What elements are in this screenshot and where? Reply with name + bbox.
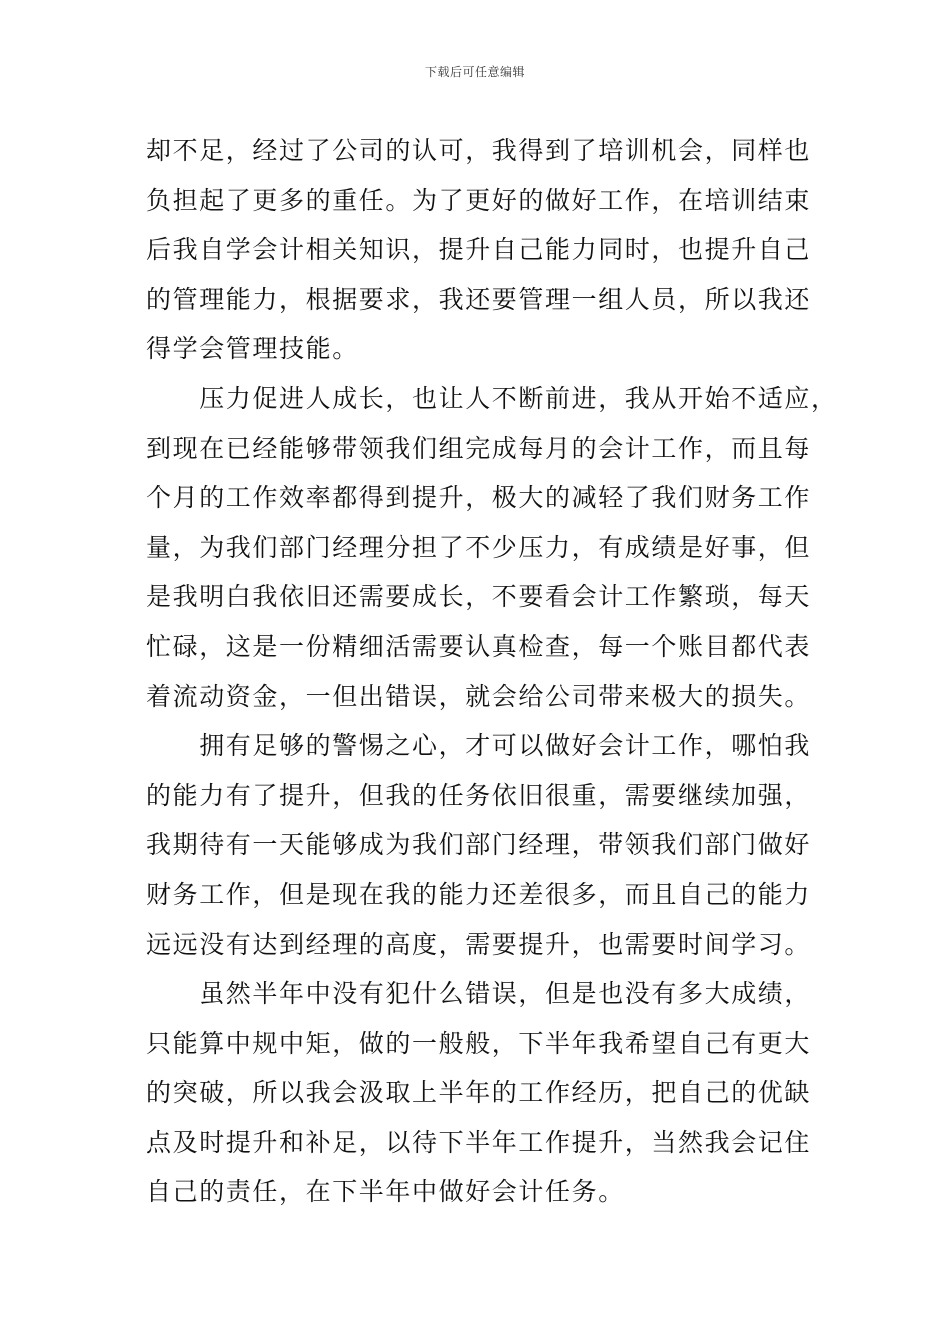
text-line: 忙碌，这是一份精细活需要认真检查，每一个账目都代表: [146, 631, 812, 661]
text-line: 到现在已经能够带领我们组完成每月的会计工作，而且每: [146, 433, 812, 463]
text-line: 量，为我们部门经理分担了不少压力，有成绩是好事，但: [146, 532, 812, 562]
text-line: 却不足，经过了公司的认可，我得到了培训机会，同样也: [146, 136, 812, 165]
text-line: 点及时提升和补足，以待下半年工作提升，当然我会记住: [146, 1127, 812, 1157]
text-line: 着流动资金，一但出错误，就会给公司带来极大的损失。: [146, 681, 812, 711]
text-line: 自己的责任，在下半年中做好会计任务。: [146, 1177, 625, 1207]
text-line: 是我明白我依旧还需要成长，不要看会计工作繁琐，每天: [146, 582, 812, 612]
text-line: 的管理能力，根据要求，我还要管理一组人员，所以我还: [146, 284, 812, 314]
text-line: 得学会管理技能。: [146, 334, 359, 364]
text-line: 压力促进人成长，也让人不断前进，我从开始不适应，: [146, 383, 838, 413]
text-line: 个月的工作效率都得到提升，极大的减轻了我们财务工作: [146, 483, 812, 513]
text-line: 后我自学会计相关知识，提升自己能力同时，也提升自己: [146, 235, 812, 265]
text-line: 负担起了更多的重任。为了更好的做好工作，在培训结束: [146, 185, 812, 215]
body-text: [146, 126, 838, 1217]
page-header: 下载后可任意编辑: [424, 65, 525, 79]
text-line: 远远没有达到经理的高度，需要提升，也需要时间学习。: [146, 929, 812, 959]
text-line: 的突破，所以我会汲取上半年的工作经历，把自己的优缺: [146, 1078, 812, 1108]
text-line: 财务工作，但是现在我的能力还差很多，而且自己的能力: [146, 879, 812, 909]
text-line: 的能力有了提升，但我的任务依旧很重，需要继续加强，: [146, 780, 812, 810]
text-line: 拥有足够的警惕之心，才可以做好会计工作，哪怕我: [146, 731, 812, 761]
text-line: 只能算中规中矩，做的一般般，下半年我希望自己有更大: [146, 1028, 812, 1058]
text-line: 我期待有一天能够成为我们部门经理，带领我们部门做好: [146, 830, 812, 860]
text-line: 虽然半年中没有犯什么错误，但是也没有多大成绩，: [146, 979, 812, 1009]
